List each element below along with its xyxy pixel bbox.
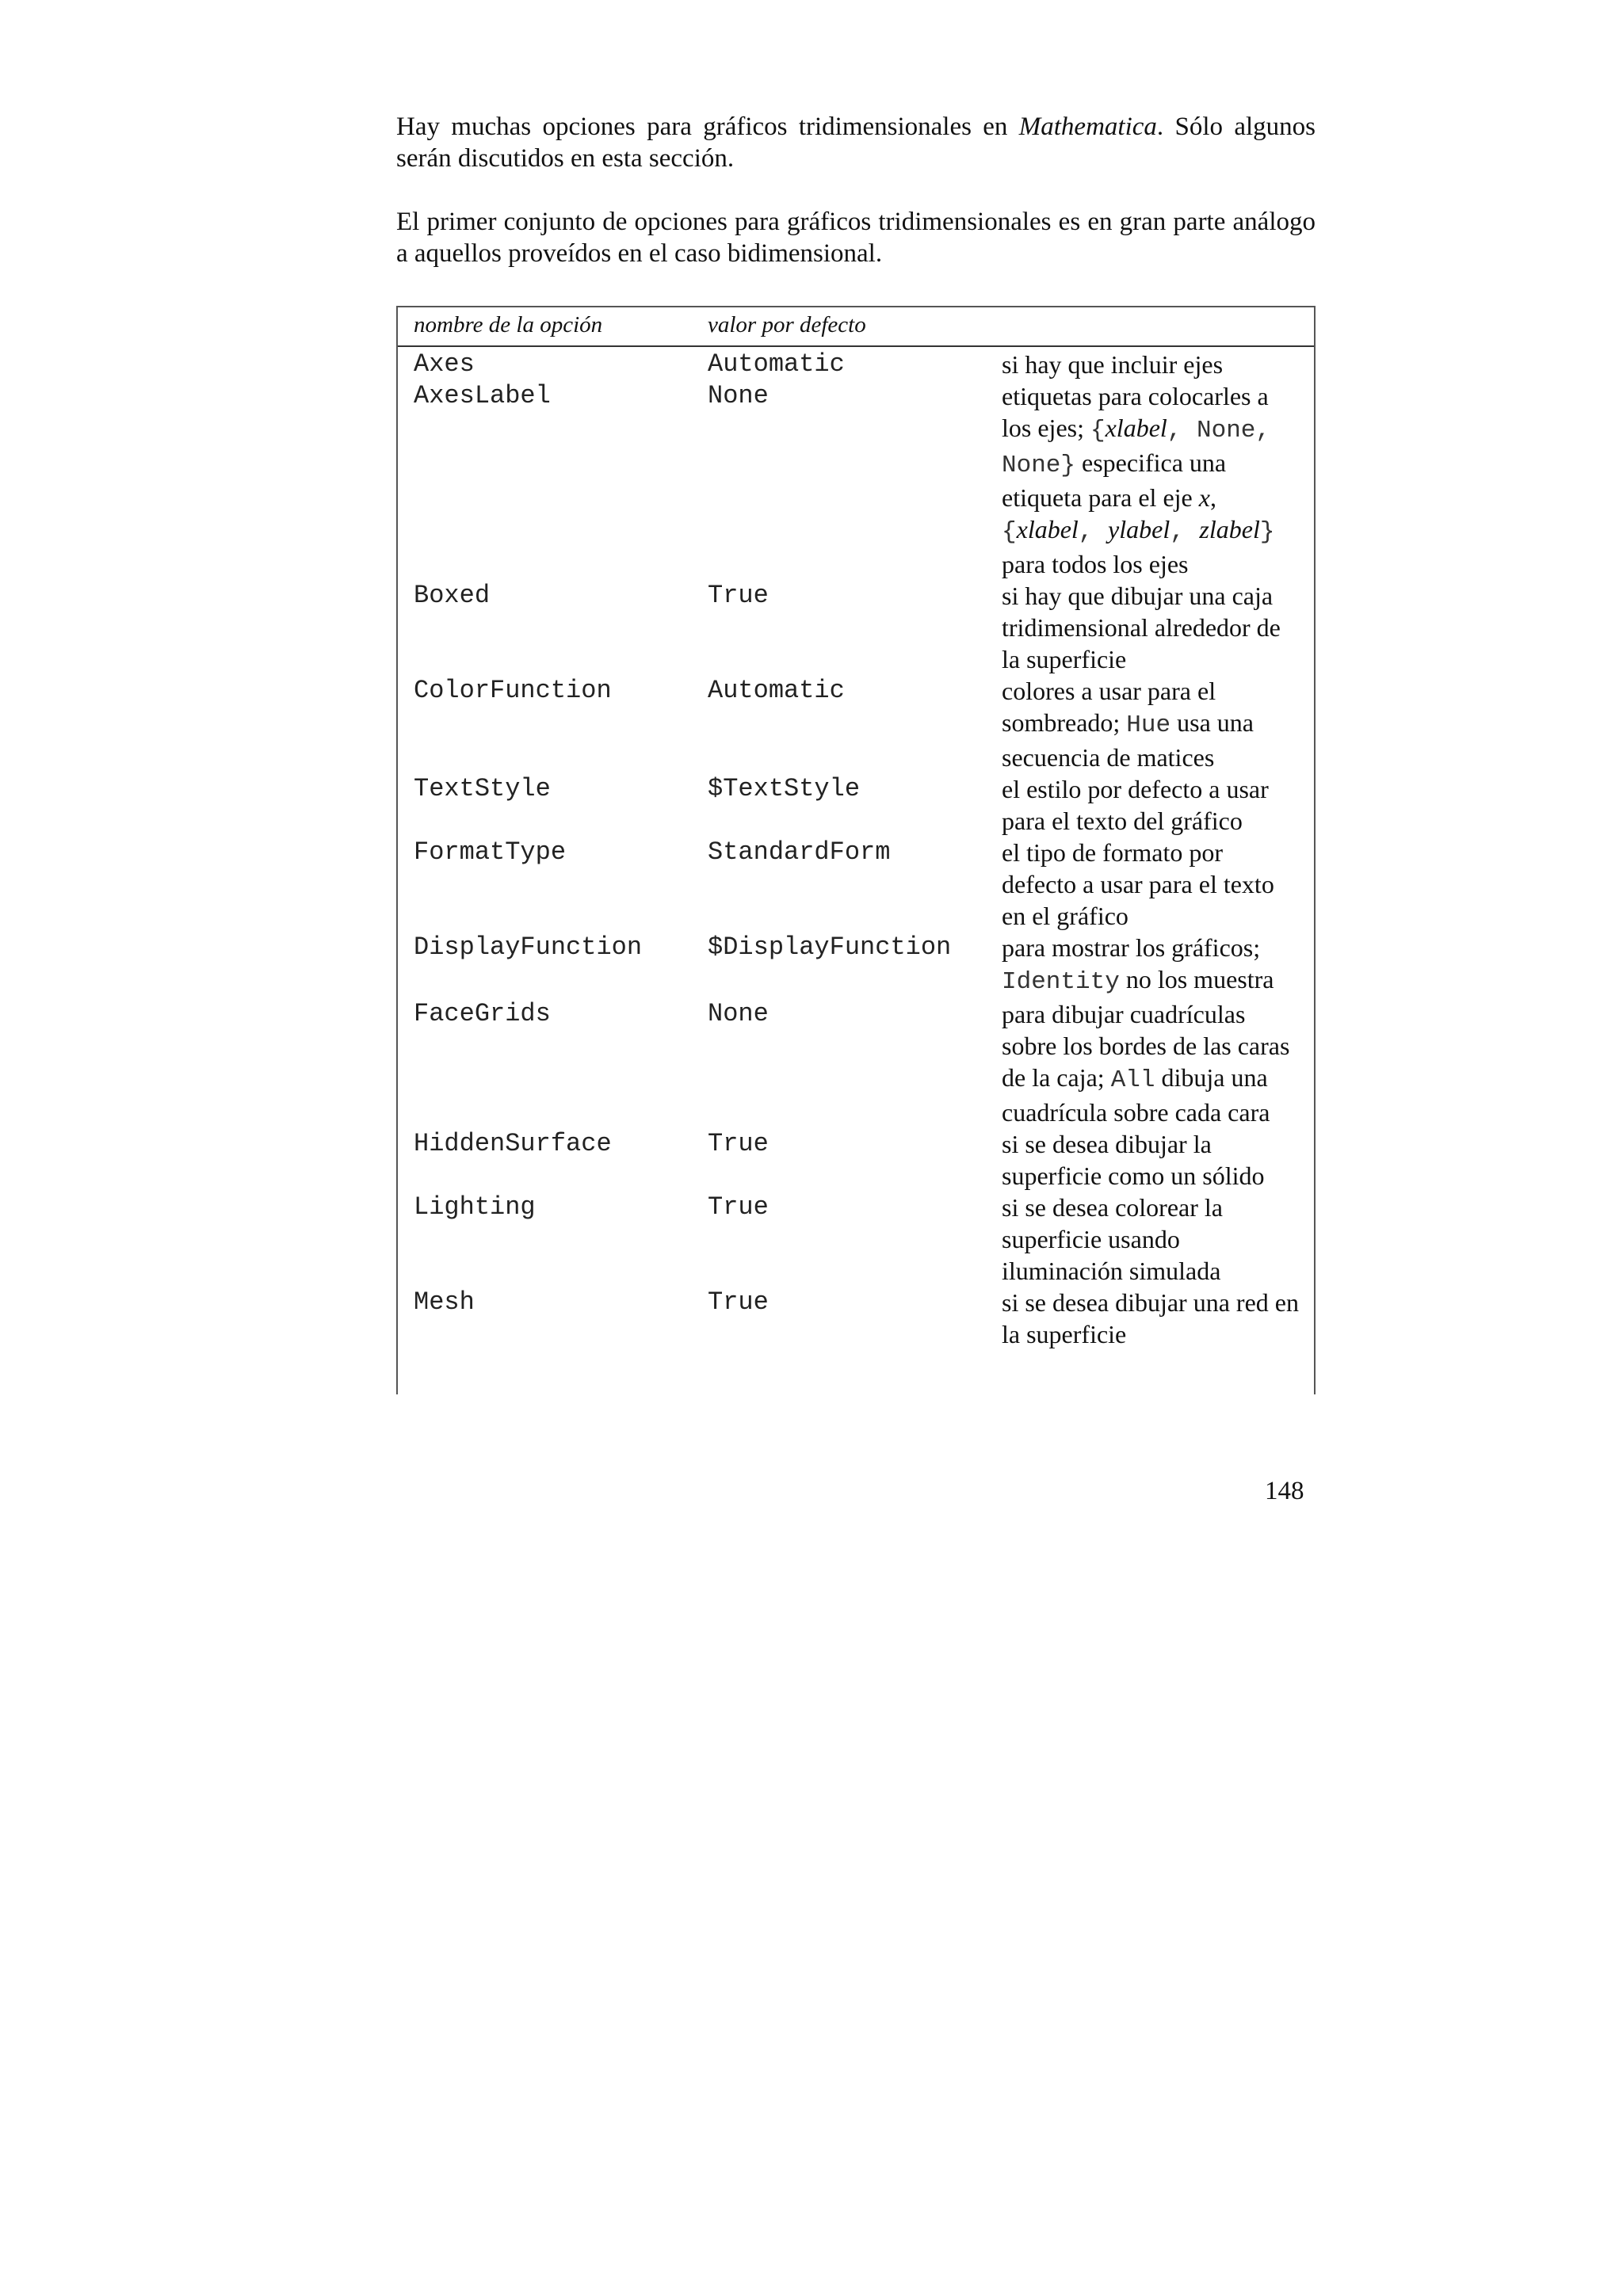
intro-paragraph-1: Hay muchas opciones para gráficos tridimensionales en Mathematica. Sólo algunos serán discutidos en esta sección. <box>396 113 1316 173</box>
option-name: FaceGrids <box>414 999 551 1028</box>
table-row <box>398 773 1314 837</box>
header-default-value: valor por defecto <box>708 312 866 338</box>
table-row <box>398 998 1314 1128</box>
option-description: etiquetas para colocarles a los ejes; {xlabel, None, None} especifica una etiqueta para el eje x, {xlabel, ylabel, zlabel} para todos los ejes <box>1002 382 1275 578</box>
mathematica-emphasis: Mathematica <box>1018 113 1157 141</box>
option-description: el estilo por defecto a usar para el texto del gráfico <box>1002 775 1269 835</box>
option-default: Automatic <box>708 349 845 379</box>
table-row <box>398 837 1314 932</box>
option-name: Lighting <box>414 1192 536 1222</box>
option-default: None <box>708 999 769 1028</box>
option-default: Automatic <box>708 676 845 705</box>
option-name: DisplayFunction <box>414 933 643 962</box>
option-default: True <box>708 1129 769 1158</box>
option-description: si se desea colorear la superficie usando iluminación simulada <box>1002 1193 1223 1285</box>
option-description: si hay que dibujar una caja tridimensional alrededor de la superficie <box>1002 582 1281 673</box>
table-row <box>398 1128 1314 1192</box>
option-description: si se desea dibujar la superficie como un sólido <box>1002 1130 1265 1190</box>
table-row <box>398 675 1314 773</box>
option-default: True <box>708 581 769 610</box>
page-number: 148 <box>1265 1477 1304 1505</box>
option-default: StandardForm <box>708 837 891 867</box>
table-row <box>398 1287 1314 1350</box>
option-description: el tipo de formato por defecto a usar para el texto en el gráfico <box>1002 838 1274 930</box>
table-row <box>398 580 1314 675</box>
intro-text <box>396 111 1316 269</box>
table-row <box>398 380 1314 580</box>
option-name: FormatType <box>414 837 567 867</box>
option-default: None <box>708 381 769 410</box>
table-row <box>398 349 1314 380</box>
option-default: $DisplayFunction <box>708 933 952 962</box>
intro-paragraph-2: El primer conjunto de opciones para gráficos tridimensionales es en gran parte análogo a aquellos proveídos en el caso bidimensional. <box>396 208 1316 268</box>
option-description: si hay que incluir ejes <box>1002 350 1224 379</box>
option-default: True <box>708 1287 769 1317</box>
option-description: para mostrar los gráficos; Identity no los muestra <box>1002 933 1274 996</box>
option-name: ColorFunction <box>414 676 612 705</box>
header-option-name: nombre de la opción <box>414 312 603 338</box>
option-description: si se desea dibujar una red en la superficie <box>1002 1288 1299 1348</box>
table-row <box>398 1192 1314 1287</box>
option-name: Boxed <box>414 581 491 610</box>
option-description: colores a usar para el sombreado; Hue usa una secuencia de matices <box>1002 677 1254 772</box>
table-header <box>398 307 1314 347</box>
table-row <box>398 932 1314 998</box>
option-default: True <box>708 1192 769 1222</box>
options-table <box>396 306 1316 1394</box>
option-default: $TextStyle <box>708 774 861 803</box>
table-body <box>398 347 1314 1350</box>
option-name: HiddenSurface <box>414 1129 612 1158</box>
option-name: Mesh <box>414 1287 475 1317</box>
option-name: AxesLabel <box>414 381 551 410</box>
option-description: para dibujar cuadrículas sobre los bordes de las caras de la caja; All dibuja una cuadrícula sobre cada cara <box>1002 1000 1290 1127</box>
option-name: Axes <box>414 349 475 379</box>
option-name: TextStyle <box>414 774 551 803</box>
